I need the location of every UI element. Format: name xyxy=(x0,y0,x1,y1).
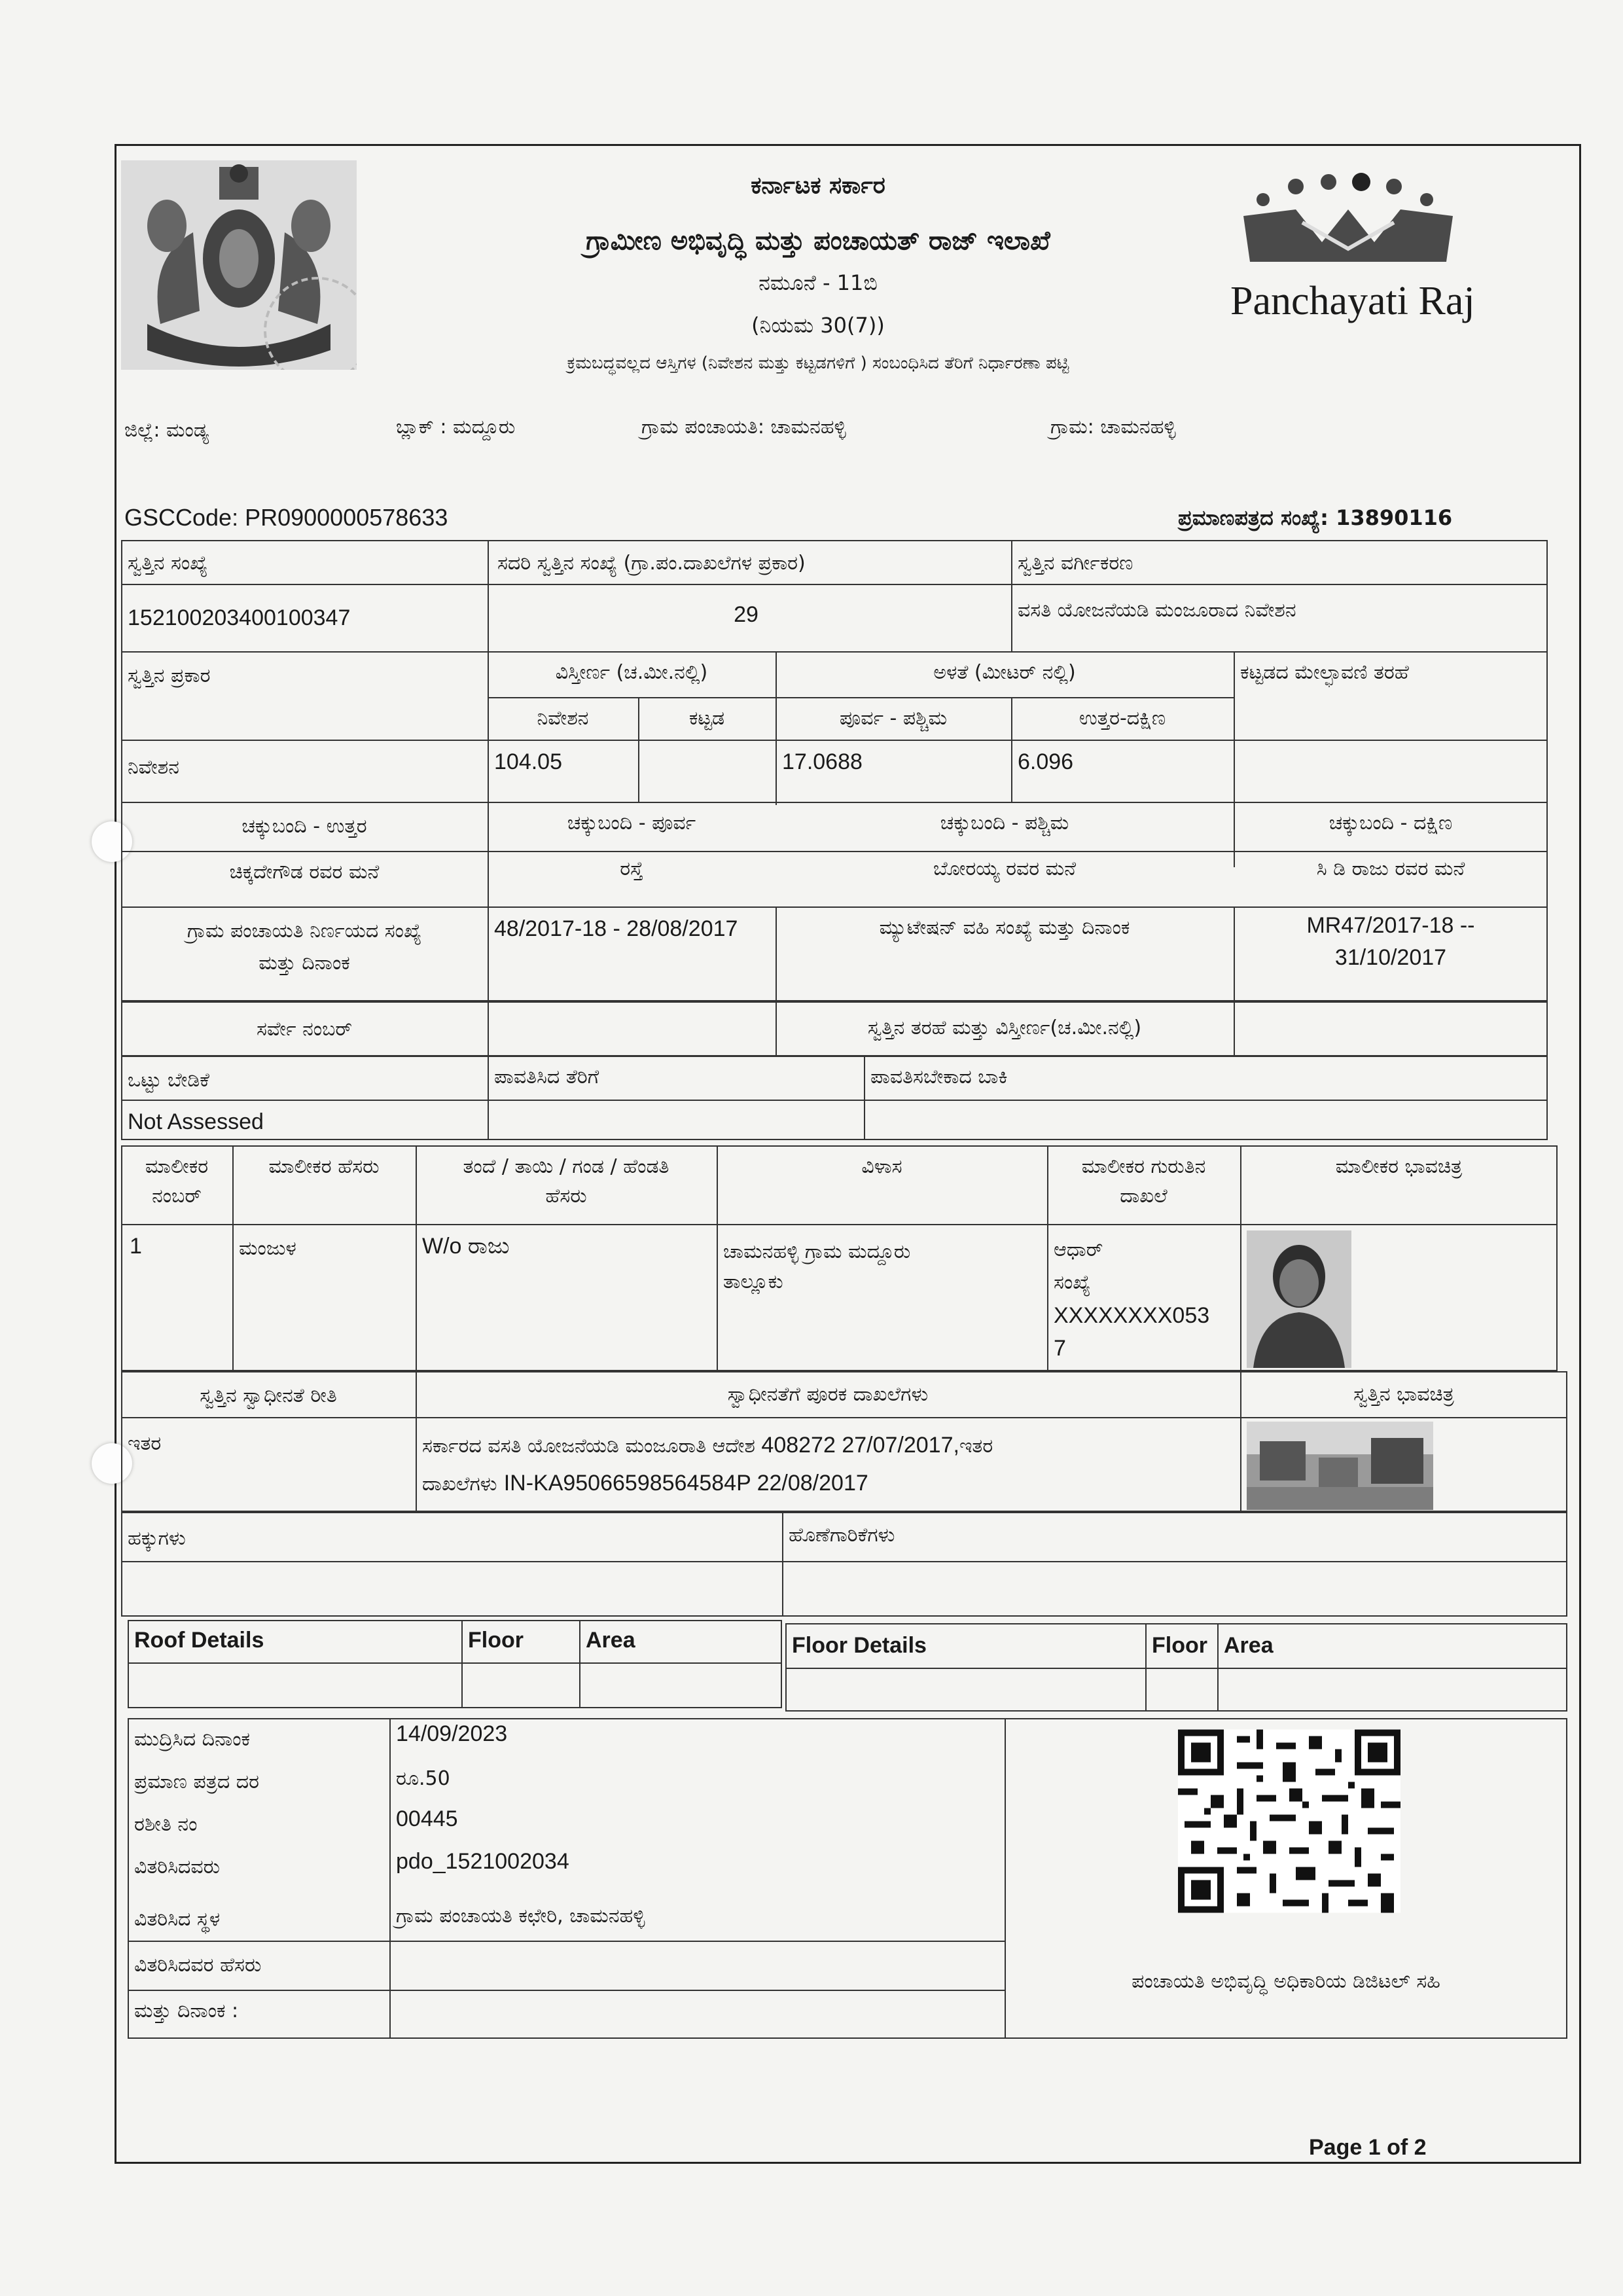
gp-resolution-header-line1: ಗ್ರಾಮ ಪಂಚಾಯತಿ ನಿರ್ಣಯದ ಸಂಖ್ಯೆ xyxy=(187,920,422,942)
village: ಗ್ರಾಮ: ಚಾಮನಹಳ್ಳಿ xyxy=(1050,416,1176,439)
qr-code xyxy=(1178,1728,1400,1914)
boundary-north-header: ಚಕ್ಕುಬಂದಿ - ಉತ್ತರ xyxy=(241,815,367,838)
gram-panchayat: ಗ್ರಾಮ ಪಂಚಾಯತಿ: ಚಾಮನಹಳ್ಳಿ xyxy=(641,416,846,439)
panchayati-raj-logo-icon xyxy=(1224,170,1472,268)
page-number: Page 1 of 2 xyxy=(1309,2135,1427,2160)
total-demand: Not Assessed xyxy=(128,1109,264,1134)
property-number: 152100203400100347 xyxy=(128,605,351,630)
ownership-docs-k2: ಇತರ xyxy=(959,1435,993,1458)
gp-property-no-header: ಸದರಿ ಸ್ವತ್ತಿನ ಸಂಖ್ಯೆ (ಗ್ರಾ.ಪಂ.ದಾಖಲೆಗಳ ಪ್ರಕಾರ) xyxy=(497,552,806,575)
print-date-label: ಮುದ್ರಿಸಿದ ದಿನಾಂಕ xyxy=(134,1728,251,1751)
owner-id-line1: ಆಧಾರ್ xyxy=(1054,1238,1103,1261)
north-south-measure: 6.096 xyxy=(1018,749,1074,774)
boundary-south: ಸಿ ಡಿ ರಾಜು ರವರ ಮನೆ xyxy=(1316,857,1465,880)
owner-address xyxy=(723,1237,910,1297)
gp-resolution-header-line2: ಮತ್ತು ದಿನಾಂಕ xyxy=(259,952,350,975)
site-area: 104.05 xyxy=(494,749,562,774)
mutation-number-line2: 31/10/2017 xyxy=(1334,945,1447,970)
rule-number: (ನಿಯಮ 30(7)) xyxy=(751,313,885,338)
id-doc-header xyxy=(1047,1155,1240,1208)
receipt-label: ರಶೀತಿ ನಂ xyxy=(134,1813,198,1836)
roof-details-header: Roof Details xyxy=(134,1628,264,1653)
digital-signature-label: ಪಂಚಾಯತಿ ಅಭಿವೃದ್ಧಿ ಅಧಿಕಾರಿಯ ಡಿಜಿಟಲ್ ಸಹಿ xyxy=(1132,1970,1440,1993)
certificate-fee: ರೂ.50 xyxy=(396,1767,450,1790)
tax-table xyxy=(121,1055,1548,1140)
issue-place: ಗ್ರಾಮ ಪಂಚಾಯತಿ ಕಛೇರಿ, ಚಾಮನಹಳ್ಳಿ xyxy=(396,1905,645,1928)
owner-id-line4: 7 xyxy=(1054,1336,1066,1361)
boundary-west-header: ಚಕ್ಕುಬಂದಿ - ಪಶ್ಚಿಮ xyxy=(940,812,1069,834)
print-date: 14/09/2023 xyxy=(396,1721,508,1746)
roof-area-header: Area xyxy=(586,1628,635,1653)
floor-area-header: Area xyxy=(1224,1633,1274,1658)
fee-label: ಪ್ರಮಾಣ ಪತ್ರದ ದರ xyxy=(134,1770,260,1793)
receipt-number: 00445 xyxy=(396,1806,458,1831)
ownership-docs-k3: ದಾಖಲೆಗಳು xyxy=(422,1473,497,1496)
owner-no-header xyxy=(121,1155,232,1208)
owner-name: ಮಂಜುಳ xyxy=(239,1237,296,1260)
address-header: ವಿಳಾಸ xyxy=(861,1155,902,1178)
mutation-number-line1: MR47/2017-18 -- xyxy=(1306,913,1475,938)
building-header: ಕಟ್ಟಡ xyxy=(688,707,725,730)
issuer-name-label: ವಿತರಿಸಿದವರ ಹೆಸರು xyxy=(134,1954,262,1977)
measurement-header: ಅಳತೆ (ಮೀಟರ್ ನಲ್ಲಿ) xyxy=(933,661,1076,684)
ownership-docs xyxy=(422,1428,993,1504)
district: ಜಿಲ್ಲೆ: ಮಂಡ್ಯ xyxy=(124,419,209,442)
classification-header: ಸ್ವತ್ತಿನ ವರ್ಗೀಕರಣ xyxy=(1018,552,1133,575)
ownership-docs-e2: IN-KA95066598564584P 22/08/2017 xyxy=(503,1471,868,1496)
rights-header: ಹಕ್ಕುಗಳು xyxy=(128,1527,186,1550)
roof-type-header: ಕಟ್ಟಡದ ಮೇಲ್ಛಾವಣಿ ತರಹೆ xyxy=(1240,661,1409,684)
liabilities-header: ಹೊಣೆಗಾರಿಕೆಗಳು xyxy=(789,1524,895,1547)
issuer-label: ವಿತರಿಸಿದವರು xyxy=(134,1856,221,1878)
boundary-east-header: ಚಕ್ಕುಬಂದಿ - ಪೂರ್ವ xyxy=(567,812,696,834)
property-photo-header: ಸ್ವತ್ತಿನ ಭಾವಚಿತ್ರ xyxy=(1353,1383,1454,1406)
owner-address-line1: ಚಾಮನಹಳ್ಳಿ ಗ್ರಾಮ ಮದ್ದೂರು xyxy=(723,1240,911,1263)
ownership-docs-k1: ಸರ್ಕಾರದ ವಸತಿ ಯೋಜನೆಯಡಿ ಮಂಜೂರಾತಿ ಆದೇಶ xyxy=(422,1435,755,1458)
total-demand-header: ಒಟ್ಟು ಬೇಡಿಕೆ xyxy=(128,1069,209,1092)
date-label: ಮತ್ತು ದಿನಾಂಕ : xyxy=(134,2000,239,2022)
mutation-number xyxy=(1234,913,1548,971)
owner-id-line2: ಸಂಖ್ಯೆ xyxy=(1054,1271,1091,1294)
id-doc-header-line2: ದಾಖಲೆ xyxy=(1120,1185,1168,1208)
owner-no-header-line1: ಮಾಲೀಕರ xyxy=(145,1155,209,1178)
balance-header: ಪಾವತಿಸಬೇಕಾದ ಬಾಕಿ xyxy=(870,1066,1008,1088)
site-header: ನಿವೇಶನ xyxy=(537,707,589,730)
boundary-south-header: ಚಕ್ಕುಬಂದಿ - ದಕ್ಷಿಣ xyxy=(1329,812,1453,834)
ownership-docs-e1: 408272 27/07/2017, xyxy=(755,1433,959,1458)
ownership-mode: ಇತರ xyxy=(128,1432,162,1455)
north-south-header: ಉತ್ತರ-ದಕ್ಷಿಣ xyxy=(1079,707,1166,730)
gp-property-number: 29 xyxy=(734,602,758,627)
mutation-header: ಮ್ಯುಟೇಷನ್ ವಹಿ ಸಂಖ್ಯೆ ಮತ್ತು ದಿನಾಂಕ xyxy=(879,916,1130,939)
boundary-east: ರಸ್ತೆ xyxy=(620,857,643,880)
property-type: ನಿವೇಶನ xyxy=(128,756,179,779)
owner-address-line2: ತಾಲ್ಲೂಕು xyxy=(723,1270,783,1293)
paid-tax-header: ಪಾವತಿಸಿದ ತೆರಿಗೆ xyxy=(494,1066,599,1088)
property-extent-header: ಸ್ವತ್ತಿನ ತರಹೆ ಮತ್ತು ವಿಸ್ತೀರ್ಣ(ಚ.ಮೀ.ನಲ್ಲಿ) xyxy=(867,1016,1142,1039)
gp-resolution-header xyxy=(121,920,488,975)
property-no-header: ಸ್ವತ್ತಿನ ಸಂಖ್ಯೆ xyxy=(128,552,208,575)
gsc-code: GSCCode: PR0900000578633 xyxy=(124,504,448,531)
owner-name-header: ಮಾಲೀಕರ ಹೆಸರು xyxy=(268,1155,380,1178)
ownership-mode-header: ಸ್ವತ್ತಿನ ಸ್ವಾಧೀನತೆ ರೀತಿ xyxy=(200,1384,337,1407)
boundary-west: ಬೋರಯ್ಯ ರವರ ಮನೆ xyxy=(933,857,1077,880)
govt-title: ಕರ್ನಾಟಕ ಸರ್ಕಾರ xyxy=(751,172,885,199)
certificate-number: ಪ್ರಮಾಣಪತ್ರದ ಸಂಖ್ಯೆ: 13890116 xyxy=(1178,505,1453,530)
block: ಬ್ಲಾಕ್ : ಮದ್ದೂರು xyxy=(396,416,516,439)
owner-no: 1 xyxy=(130,1234,142,1259)
issuer-id: pdo_1521002034 xyxy=(396,1849,569,1874)
property-classification: ವಸತಿ ಯೋಜನೆಯಡಿ ಮಂಜೂರಾದ ನಿವೇಶನ xyxy=(1018,599,1296,622)
east-west-measure: 17.0688 xyxy=(782,749,863,774)
survey-number-header: ಸರ್ವೇ ನಂಬರ್ xyxy=(257,1018,352,1041)
form-number: ನಮೂನೆ - 11ಬಿ xyxy=(758,270,878,295)
place-label: ವಿತರಿಸಿದ ಸ್ಥಳ xyxy=(134,1908,221,1931)
form-subtitle: ಕ್ರಮಬದ್ಧವಲ್ಲದ ಆಸ್ತಿಗಳ (ನಿವೇಶನ ಮತ್ತು ಕಟ್ಟಡಗಳಿಗೆ ) ಸಂಬಂಧಿಸಿದ ತೆರಿಗೆ ನಿರ್ಧಾರಣಾ ಪಟ್ಟಿ xyxy=(567,353,1069,373)
boundary-north: ಚಿಕ್ಕದೇಗೌಡ ರವರ ಮನೆ xyxy=(229,861,380,884)
floor-details-header: Floor Details xyxy=(792,1633,927,1658)
east-west-header: ಪೂರ್ವ - ಪಶ್ಚಿಮ xyxy=(839,707,948,730)
owner-id-line3: XXXXXXXX053 xyxy=(1054,1303,1210,1328)
owner-photo-header: ಮಾಲೀಕರ ಭಾವಚಿತ್ರ xyxy=(1335,1155,1463,1178)
floor-floor-header: Floor xyxy=(1152,1633,1207,1658)
relation-header xyxy=(416,1155,717,1208)
property-type-header: ಸ್ವತ್ತಿನ ಪ್ರಕಾರ xyxy=(128,664,211,687)
owner-no-header-line2: ನಂಬರ್ xyxy=(152,1185,202,1208)
dept-title: ಗ್ರಾಮೀಣ ಅಭಿವೃದ್ಧಿ ಮತ್ತು ಪಂಚಾಯತ್ ರಾಜ್ ಇಲಾಖೆ xyxy=(586,226,1050,256)
property-photo xyxy=(1247,1422,1433,1510)
karnataka-emblem-icon xyxy=(121,160,357,370)
id-doc-header-line1: ಮಾಲೀಕರ ಗುರುತಿನ xyxy=(1081,1155,1206,1178)
owner-relation: W/o ರಾಜು xyxy=(422,1234,510,1259)
roof-floor-header: Floor xyxy=(468,1628,524,1653)
relation-header-line2: ಹೆಸರು xyxy=(545,1185,587,1208)
gp-resolution: 48/2017-18 - 28/08/2017 xyxy=(494,916,738,941)
ownership-docs-header: ಸ್ವಾಧೀನತೆಗೆ ಪೂರಕ ದಾಖಲೆಗಳು xyxy=(727,1383,929,1406)
logo-text: Panchayati Raj xyxy=(1230,279,1475,323)
owner-photo xyxy=(1247,1230,1351,1368)
extent-header: ವಿಸ್ತೀರ್ಣ (ಚ.ಮೀ.ನಲ್ಲಿ) xyxy=(555,661,708,684)
owner-id xyxy=(1054,1234,1209,1365)
relation-header-line1: ತಂದೆ / ತಾಯಿ / ಗಂಡ / ಹೆಂಡತಿ xyxy=(463,1155,669,1178)
